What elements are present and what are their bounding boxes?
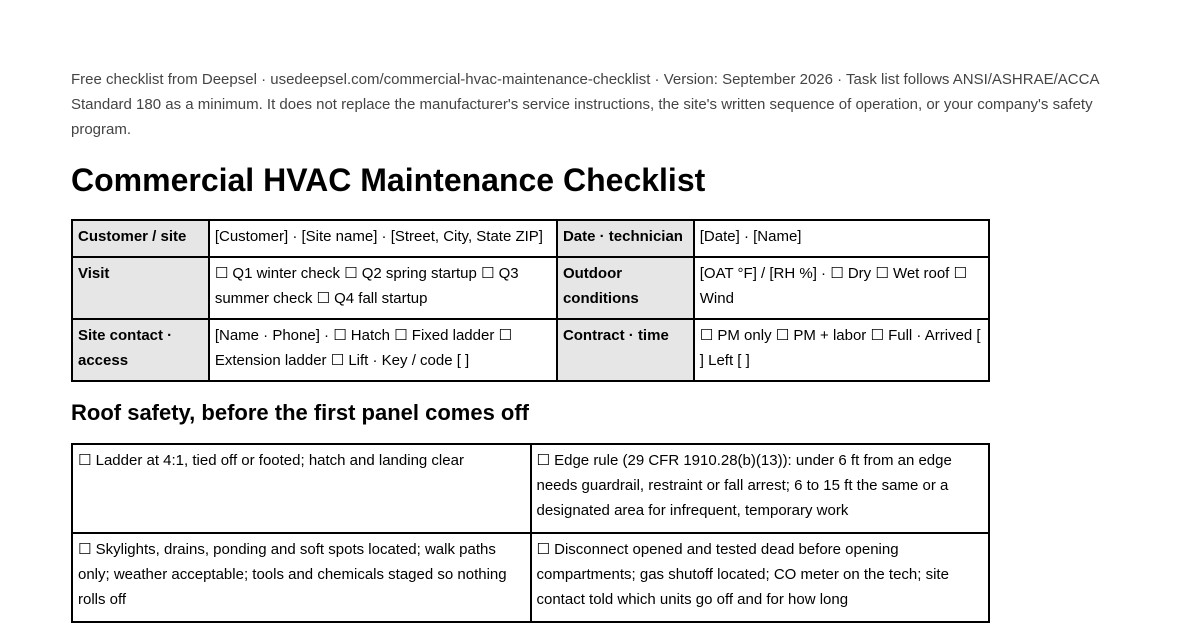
info-row-customer [72, 220, 989, 257]
info-value[interactable]: [OAT °F] / [RH %] · ☐ Dry ☐ Wet roof ☐ Wind [694, 257, 989, 319]
page-title: Commercial HVAC Maintenance Checklist [71, 162, 706, 198]
task-checkbox-item[interactable]: ☐ Edge rule (29 CFR 1910.28(b)(13)): under 6 ft from an edge needs guardrail, restraint or fall arrest; 6 to 15 ft the same or a designated area for infrequent, temporary work [531, 444, 990, 533]
info-value[interactable]: ☐ Q1 winter check ☐ Q2 spring startup ☐ Q3 summer check ☐ Q4 fall startup [209, 257, 557, 319]
info-label: Outdoor conditions [557, 257, 694, 319]
info-value[interactable]: [Name · Phone] · ☐ Hatch ☐ Fixed ladder ☐ Extension ladder ☐ Lift · Key / code [ ] [209, 319, 557, 381]
info-row-visit [72, 257, 989, 319]
info-label: Site contact · access [72, 319, 209, 381]
info-label: Date · technician [557, 220, 694, 257]
roof-safety-table [71, 443, 990, 623]
info-label: Customer / site [72, 220, 209, 257]
info-label: Visit [72, 257, 209, 319]
task-row [72, 533, 989, 622]
job-info-table [71, 219, 990, 382]
info-label: Contract · time [557, 319, 694, 381]
intro-text: Free checklist from Deepsel · usedeepsel.com/commercial-hvac-maintenance-checklist · Version: September 2026 · Task list follows ANSI/ASHRAE/ACCA Standard 180 as a minimum. It does not replace the manufacturer's service instructions, the site's written sequence of operation, or your company's safety program. [71, 71, 1099, 138]
info-row-contact [72, 319, 989, 381]
task-row [72, 444, 989, 533]
section-title: Roof safety, before the first panel comes off [71, 400, 530, 425]
info-value[interactable]: ☐ PM only ☐ PM + labor ☐ Full · Arrived [ ] Left [ ] [694, 319, 989, 381]
task-checkbox-item[interactable]: ☐ Disconnect opened and tested dead before opening compartments; gas shutoff located; CO meter on the tech; site contact told which units go off and for how long [531, 533, 990, 622]
task-checkbox-item[interactable]: ☐ Skylights, drains, ponding and soft spots located; walk paths only; weather acceptable; tools and chemicals staged so nothing rolls off [72, 533, 531, 622]
task-checkbox-item[interactable]: ☐ Ladder at 4:1, tied off or footed; hatch and landing clear [72, 444, 531, 533]
info-value[interactable]: [Date] · [Name] [694, 220, 989, 257]
info-value[interactable]: [Customer] · [Site name] · [Street, City, State ZIP] [209, 220, 557, 257]
